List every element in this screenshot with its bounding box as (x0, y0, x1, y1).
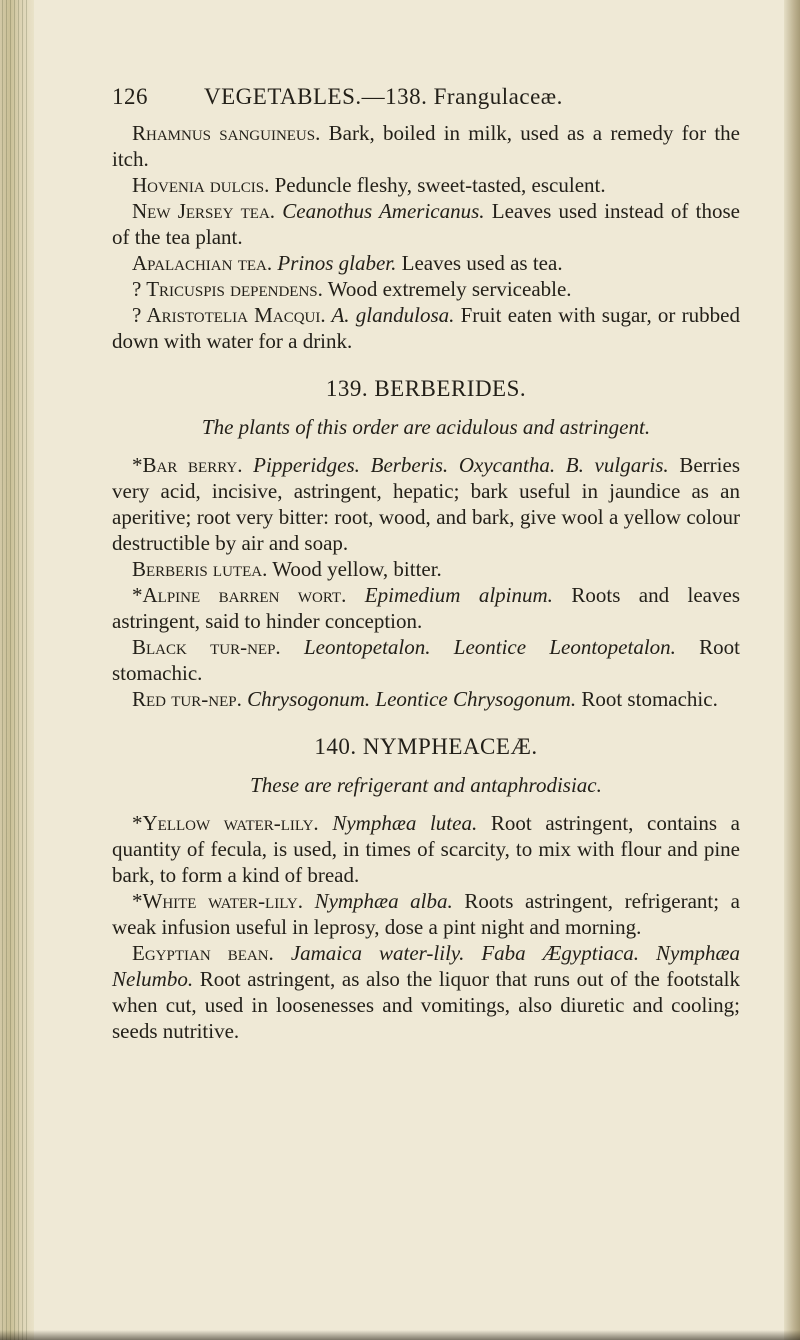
entry-red-tur-nep (112, 686, 740, 712)
entry-name: ? Tricuspis dependens. (132, 277, 323, 301)
entry-name: Hovenia dulcis. (132, 173, 270, 197)
entry-rhamnus (112, 120, 740, 172)
entry-aristotelia (112, 302, 740, 354)
page-edge-right (784, 0, 800, 1340)
section-title-berberides: 139. BERBERIDES. (325, 376, 527, 401)
entry-name: *White water-lily. (132, 889, 303, 913)
entry-black-tur-nep (112, 634, 740, 686)
entry-text: Root stomachic. (576, 687, 718, 711)
entry-latin: Prinos glaber. (272, 251, 397, 275)
entry-tricuspis (112, 276, 740, 302)
entry-name: Rhamnus sanguineus. (132, 121, 321, 145)
entry-new-jersey-tea (112, 198, 740, 250)
section-title-nympheaceae: 140. NYMPHEACEÆ. (314, 734, 538, 759)
entry-text: Roots astringent, refrigerant; a weak infusion useful in leprosy, dose a pint night and morning. (112, 889, 740, 939)
entry-text: Leaves used as tea. (396, 251, 563, 275)
entry-white-water-lily (112, 888, 740, 940)
entry-bar-berry (112, 452, 740, 556)
entry-text: Bark, boiled in milk, used as a remedy for the itch. (112, 121, 740, 171)
entry-text: Fruit eaten with sugar, or rubbed down with water for a drink. (112, 303, 740, 353)
book-gutter-left (0, 0, 34, 1340)
entry-apalachian-tea (112, 250, 740, 276)
entry-text: Wood yellow, bitter. (267, 557, 442, 581)
page-edge-bottom (0, 1330, 800, 1340)
entry-yellow-water-lily (112, 810, 740, 888)
entry-berberis-lutea (112, 556, 740, 582)
entry-latin: Epimedium alpinum. (346, 583, 553, 607)
entry-name: *Alpine barren wort. (132, 583, 347, 607)
entry-name: New Jersey tea. (132, 199, 276, 223)
entry-name: ? Aristotelia Macqui. (132, 303, 326, 327)
gutter-texture (2, 0, 28, 1340)
entry-latin: Pipperidges. Berberis. Oxycantha. B. vulgaris. (242, 453, 669, 477)
entry-text: Leaves used instead of those of the tea plant. (112, 199, 740, 249)
entry-latin: Jamaica water-lily. Faba Ægyptiaca. Nymphæa Nelumbo. (112, 941, 740, 991)
entry-name: Berberis lutea. (132, 557, 268, 581)
entry-name: *Bar berry. (132, 453, 243, 477)
entry-latin: Ceanothus Americanus. (275, 199, 485, 223)
entry-latin: Nymphæa alba. (302, 889, 453, 913)
entry-name: Black tur-nep. (132, 635, 281, 659)
entry-latin: A. glandulosa. (325, 303, 455, 327)
entry-text: Root astringent, contains a quantity of fecula, is used, in times of scarcity, to mix with flour and pine bark, to form a kind of bread. (112, 811, 740, 887)
entry-alpine-barren-wort (112, 582, 740, 634)
entry-text: Roots and leaves astringent, said to hinder conception. (112, 583, 741, 633)
section-note-berberides: The plants of this order are acidulous and astringent. (201, 415, 651, 439)
section-note-nympheaceae: These are refrigerant and antaphrodisiac. (250, 773, 602, 797)
entry-text: Berries very acid, incisive, astringent, hepatic; bark useful in jaundice as an aperitive; root very bitter: root, wood, and bark, give wool a yellow colour destructible by air and soap. (112, 453, 740, 555)
entry-name: Apalachian tea. (132, 251, 273, 275)
entry-name: Red tur-nep. (132, 687, 242, 711)
entry-text: Wood extremely serviceable. (322, 277, 572, 301)
page-number: 126 (112, 84, 148, 109)
entry-text: Root stomachic. (112, 635, 741, 685)
entry-text: Root astringent, as also the liquor that runs out of the footstalk when cut, used in loosenesses and vomitings, also diuretic and cooling; seeds nutritive. (112, 967, 740, 1043)
entry-hovenia (112, 172, 740, 198)
entry-text: Peduncle fleshy, sweet-tasted, esculent. (269, 173, 606, 197)
book-page (112, 84, 740, 1044)
entry-name: *Yellow water-lily. (132, 811, 319, 835)
entry-latin: Nymphæa lutea. (318, 811, 478, 835)
entry-latin: Chrysogonum. Leontice Chrysogonum. (241, 687, 577, 711)
running-head (112, 84, 740, 110)
entry-latin: Leontopetalon. Leontice Leontopetalon. (280, 635, 676, 659)
entry-egyptian-bean (112, 940, 740, 1044)
entry-name: Egyptian bean. (132, 941, 274, 965)
running-title: VEGETABLES.—138. Frangulaceæ. (204, 84, 563, 109)
